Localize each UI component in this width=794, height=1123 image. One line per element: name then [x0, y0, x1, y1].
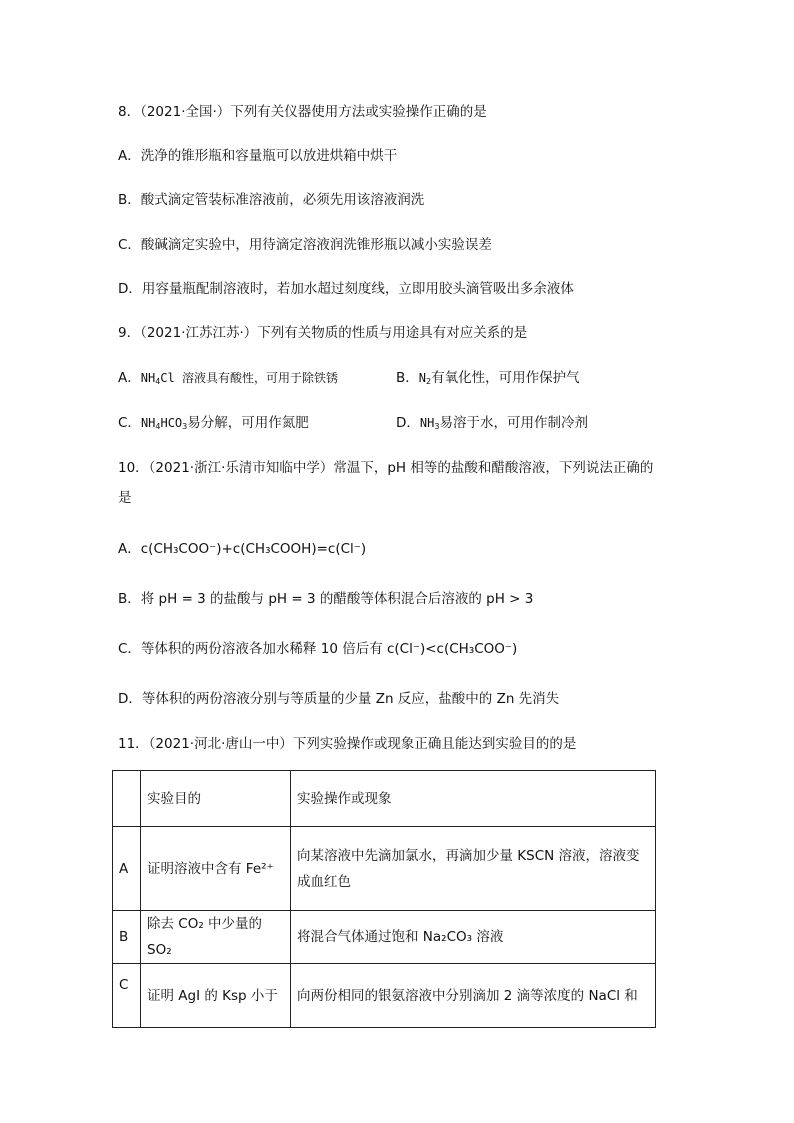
q11-table	[112, 770, 656, 1028]
table-row	[113, 911, 656, 964]
q9-option-c: C．$NH_4HCO_3$易分解，可用作氮肥	[118, 415, 309, 431]
q8-stem: 8．（2021·全国·）下列有关仪器使用方法或实验操作正确的是	[118, 104, 487, 120]
row-label: B	[113, 911, 141, 964]
q10-option-d: D．等体积的两份溶液分别与等质量的少量 Zn 反应，盐酸中的 Zn 先消失	[118, 691, 560, 707]
q8-option-d: D．用容量瓶配制溶液时，若加水超过刻度线，立即用胶头滴管吸出多余液体	[118, 281, 574, 297]
q9-option-d: D．$NH_3$易溶于水，可用作制冷剂	[396, 415, 588, 431]
header-cell-label	[113, 771, 141, 827]
q10-option-b: B．将 pH = 3 的盐酸与 pH = 3 的醋酸等体积混合后溶液的 pH > 3	[118, 591, 534, 607]
row-operation: 向两份相同的银氨溶液中分别滴加 2 滴等浓度的 NaCl 和	[291, 964, 656, 1028]
row-purpose: 除去 CO₂ 中少量的 SO₂	[141, 911, 291, 964]
q8-option-b: B．酸式滴定管装标准溶液前，必须先用该溶液润洗	[118, 192, 425, 208]
header-cell-purpose: 实验目的	[141, 771, 291, 827]
row-purpose: 证明 AgI 的 Ksp 小于	[141, 964, 291, 1028]
q9-option-a: A．$NH_4Cl$ 溶液具有酸性，可用于除铁锈	[118, 370, 338, 386]
row-operation: 向某溶液中先滴加氯水，再滴加少量 KSCN 溶液，溶液变成血红色	[291, 827, 656, 911]
q9-option-b: B．$N_2$有氧化性，可用作保护气	[396, 370, 580, 386]
row-label: C	[113, 964, 141, 1028]
row-label: A	[113, 827, 141, 911]
row-purpose: 证明溶液中含有 Fe²⁺	[141, 827, 291, 911]
q8-option-c: C．酸碱滴定实验中，用待滴定溶液润洗锥形瓶以减小实验误差	[118, 237, 492, 253]
q11-stem: 11．（2021·河北·唐山一中）下列实验操作或现象正确且能达到实验目的的是	[118, 736, 577, 752]
q10-stem-line1: 10．（2021·浙江·乐清市知临中学）常温下，pH 相等的盐酸和醋酸溶液，下列说法正确的	[118, 460, 654, 476]
q10-option-a: A．c(CH₃COO⁻)+c(CH₃COOH)=c(Cl⁻)	[118, 541, 367, 557]
table-row	[113, 964, 656, 1028]
table-header-row	[113, 771, 656, 827]
table-row	[113, 827, 656, 911]
header-cell-operation: 实验操作或现象	[291, 771, 656, 827]
q10-option-c: C．等体积的两份溶液各加水稀释 10 倍后有 c(Cl⁻)<c(CH₃COO⁻)	[118, 641, 518, 657]
q9-stem: 9．（2021·江苏江苏·）下列有关物质的性质与用途具有对应关系的是	[118, 325, 528, 341]
row-operation: 将混合气体通过饱和 Na₂CO₃ 溶液	[291, 911, 656, 964]
q10-stem-line2: 是	[118, 490, 132, 506]
q8-option-a: A．洗净的锥形瓶和容量瓶可以放进烘箱中烘干	[118, 148, 398, 164]
